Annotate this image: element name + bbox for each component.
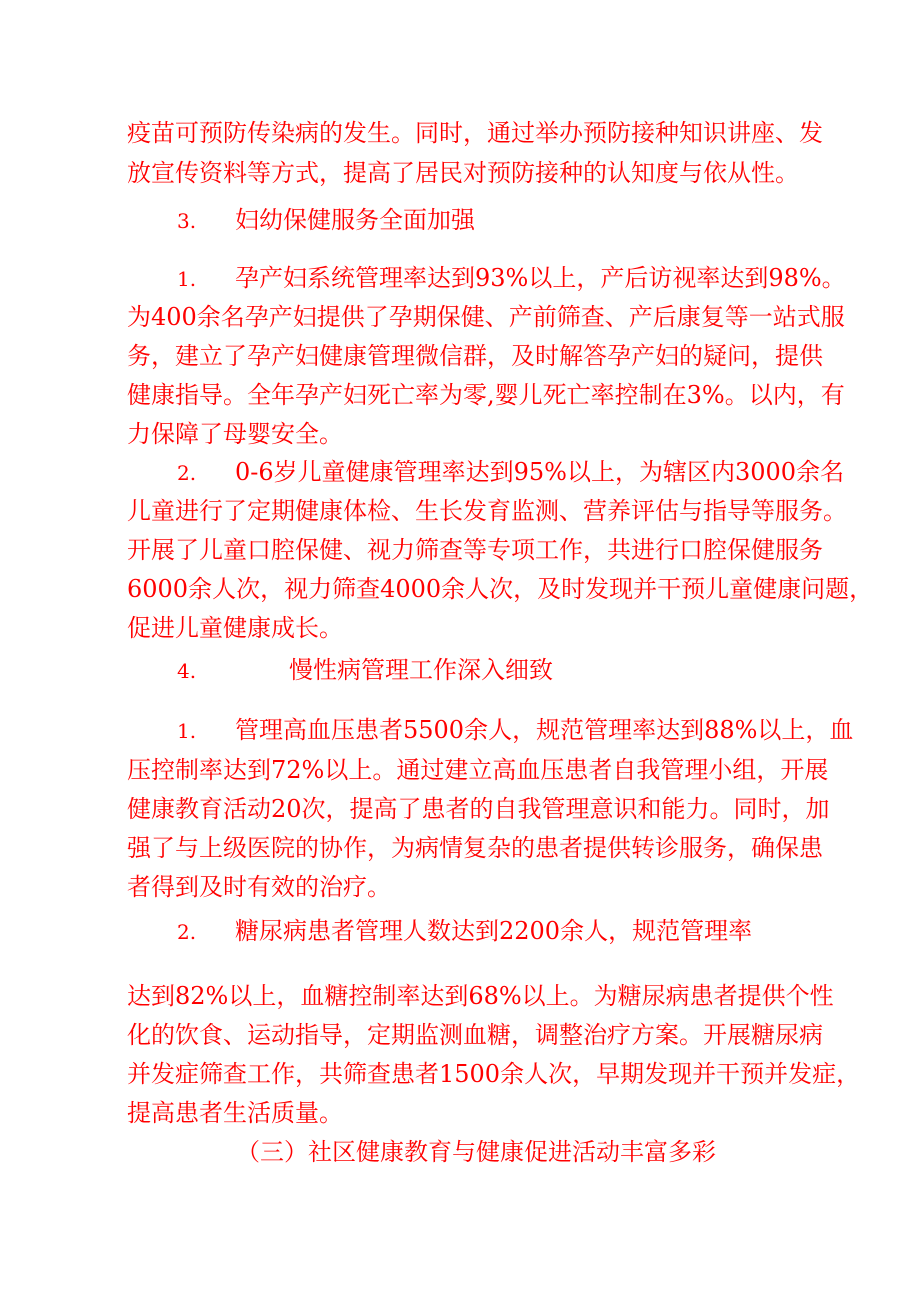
paragraph-line: 压控制率达到72%以上。通过建立高血压患者自我管理小组，开展 (127, 756, 829, 784)
section-heading: 妇幼保健服务全面加强 (235, 206, 475, 234)
paragraph-line: 者得到及时有效的治疗。 (127, 873, 391, 901)
paragraph-line: 务，建立了孕产妇健康管理微信群，及时解答孕产妇的疑问，提供 (127, 342, 823, 370)
paragraph-line: 健康指导。全年孕产妇死亡率为零,婴儿死亡率控制在3%。以内，有 (127, 381, 845, 409)
paragraph-line: 糖尿病患者管理人数达到2200余人，规范管理率 (235, 917, 753, 945)
paragraph-line: 儿童进行了定期健康体检、生长发育监测、营养评估与指导等服务。 (127, 497, 847, 525)
list-item-number: 1. (177, 267, 197, 291)
paragraph-line: 化的饮食、运动指导，定期监测血糖，调整治疗方案。开展糖尿病 (127, 1021, 823, 1049)
section-heading: （三）社区健康教育与健康促进活动丰富多彩 (236, 1138, 716, 1166)
paragraph-line: 强了与上级医院的协作，为病情复杂的患者提供转诊服务，确保患 (127, 834, 823, 862)
paragraph-line: 健康教育活动20次，提高了患者的自我管理意识和能力。同时，加 (127, 795, 830, 823)
paragraph-line: 开展了儿童口腔保健、视力筛查等专项工作，共进行口腔保健服务 (127, 536, 823, 564)
paragraph-line: 为400余名孕产妇提供了孕期保健、产前筛查、产后康复等一站式服 (127, 303, 845, 331)
list-item-number: 2. (177, 920, 197, 944)
heading-number: 4. (177, 659, 197, 683)
list-item-number: 2. (177, 461, 197, 485)
paragraph-line: 提高患者生活质量。 (127, 1099, 343, 1127)
paragraph-line: 力保障了母婴安全。 (127, 420, 343, 448)
paragraph-line: 达到82%以上，血糖控制率达到68%以上。为糖尿病患者提供个性 (127, 982, 834, 1010)
heading-number: 3. (177, 209, 197, 233)
paragraph-line: 6000余人次，视力筛查4000余人次，及时发现并干预儿童健康问题， (127, 575, 874, 603)
section-heading: 慢性病管理工作深入细致 (289, 656, 553, 684)
paragraph-line: 并发症筛查工作，共筛查患者1500余人次，早期发现并干预并发症， (127, 1060, 861, 1088)
paragraph-line: 管理高血压患者5500余人，规范管理率达到88%以上，血 (235, 716, 854, 744)
paragraph-line: 孕产妇系统管理率达到93%以上，产后访视率达到98%。 (235, 264, 846, 292)
paragraph-line: 疫苗可预防传染病的发生。同时，通过举办预防接种知识讲座、发 (127, 119, 823, 147)
paragraph-line: 放宣传资料等方式，提高了居民对预防接种的认知度与依从性。 (127, 159, 799, 187)
paragraph-line: 促进儿童健康成长。 (127, 614, 343, 642)
list-item-number: 1. (177, 719, 197, 743)
paragraph-line: 0-6岁儿童健康管理率达到95%以上，为辖区内3000余名 (235, 458, 845, 486)
